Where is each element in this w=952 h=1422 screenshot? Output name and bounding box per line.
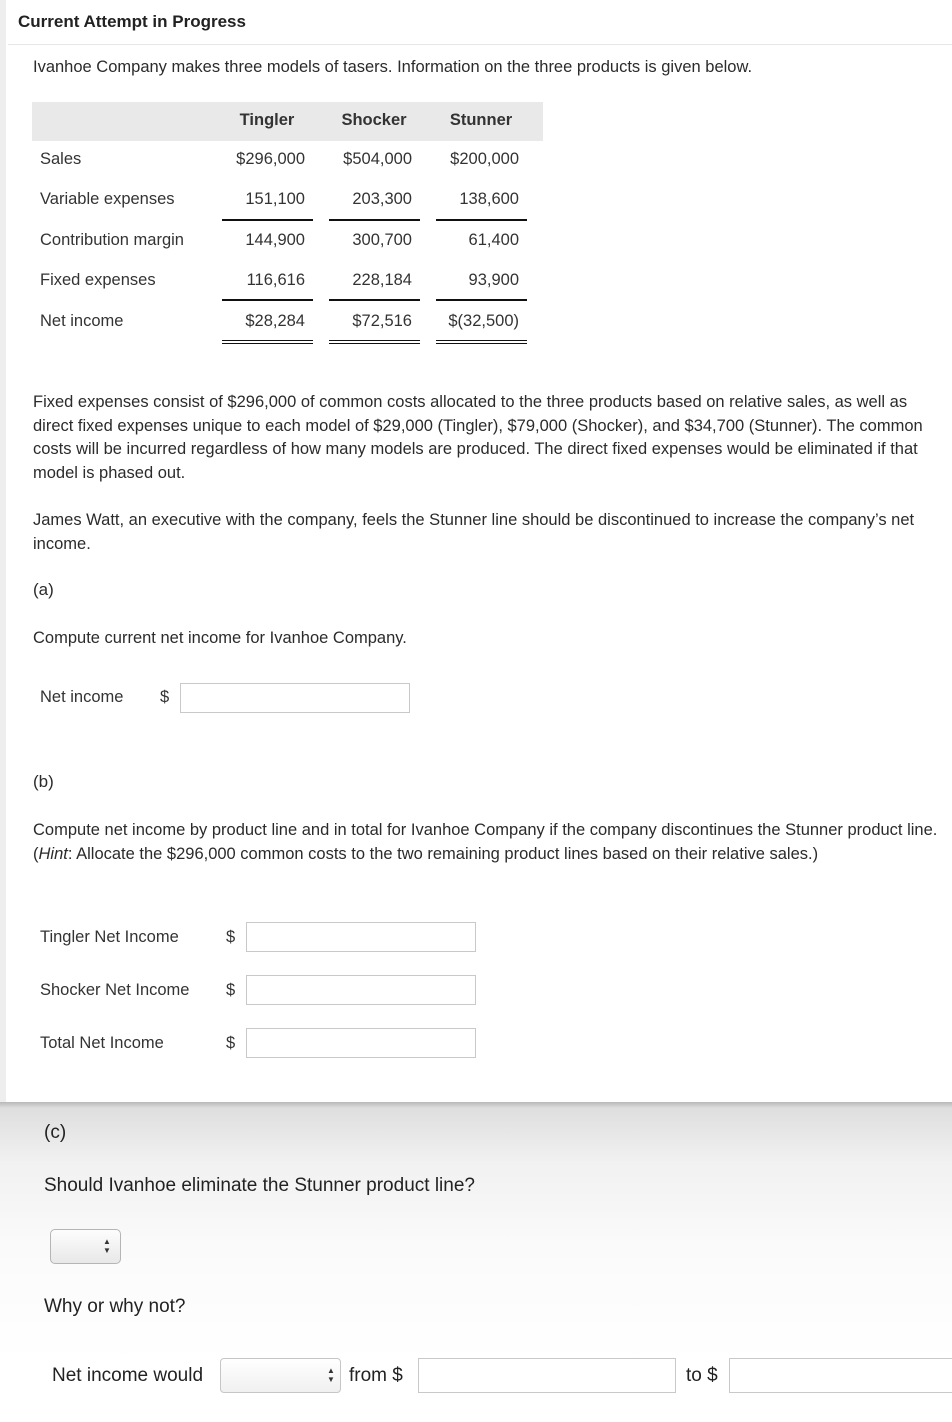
cell-sales-stunner: $200,000 [450,150,519,168]
row-label-sales: Sales [40,150,82,168]
subtotal-rule [329,299,420,301]
cell-fixed-tingler: 116,616 [246,271,305,289]
cell-sales-shocker: $504,000 [343,150,412,168]
cell-contribution-tingler: 144,900 [245,231,305,249]
part-c-label: (c) [44,1122,67,1143]
change-direction-select[interactable] [220,1358,341,1393]
cell-contribution-stunner: 61,400 [468,231,519,249]
part-c-question: Should Ivanhoe eliminate the Stunner product line? [44,1175,475,1196]
part-b-label: (b) [33,772,54,791]
fixed-expenses-paragraph: Fixed expenses consist of $296,000 of common costs allocated to the three products based on relative sales, as well as direct fixed expenses unique to each model of $29,000 (Tingler), $79,000 (Shocker), and $34,700 (Stunner). The common costs will be incurred regardless of how many models are produced. The direct fixed expenses would be eliminated if that model is phased out. [33,393,923,482]
currency-symbol: $ [226,1034,236,1052]
shocker-net-income-input[interactable] [246,975,476,1005]
subtotal-rule [222,219,313,221]
to-label: to $ [686,1365,718,1386]
subtotal-rule [329,219,420,221]
cell-variable-shocker: 203,300 [352,190,412,208]
col-header-shocker: Shocker [341,111,407,129]
cell-variable-stunner: 138,600 [459,190,519,208]
total-net-income-label: Total Net Income [40,1034,164,1052]
problem-intro: Ivanhoe Company makes three models of tasers. Information on the three products is given below. [33,58,753,76]
col-header-tingler: Tingler [239,111,295,129]
total-double-rule [329,340,420,344]
tingler-net-income-input[interactable] [246,922,476,952]
net-income-would-label: Net income would [52,1365,204,1386]
currency-symbol: $ [160,688,170,706]
subtotal-rule [222,299,313,301]
attempt-header: Current Attempt in Progress [18,12,246,31]
net-income-input[interactable] [180,683,410,713]
cell-variable-tingler: 151,100 [245,190,305,208]
cell-fixed-stunner: 93,900 [468,271,519,289]
watt-paragraph: James Watt, an executive with the company, feels the Stunner line should be discontinued to increase the company’s net income. [33,511,915,553]
from-amount-input[interactable] [418,1358,676,1393]
total-net-income-input[interactable] [246,1028,476,1058]
cell-net-tingler: $28,284 [245,312,305,330]
subtotal-rule [436,299,527,301]
left-border [0,0,6,1102]
total-double-rule [436,340,527,344]
currency-symbol: $ [226,981,236,999]
cell-fixed-shocker: 228,184 [352,271,412,289]
row-label-net-income: Net income [40,312,124,330]
subtotal-rule [436,219,527,221]
total-double-rule [222,340,313,344]
cell-contribution-shocker: 300,700 [352,231,412,249]
to-amount-input[interactable] [729,1358,952,1393]
cell-net-stunner: $(32,500) [448,312,519,330]
row-label-variable-expenses: Variable expenses [40,190,175,208]
net-income-label: Net income [40,688,124,706]
cell-net-shocker: $72,516 [352,312,412,330]
col-header-stunner: Stunner [449,111,513,129]
header-divider [8,44,952,45]
select-arrows-icon: ▲ ▼ [103,1237,111,1255]
part-b-question: Compute net income by product line and in total for Ivanhoe Company if the company discontinues the Stunner product line. (Hint: Allocate the $296,000 common costs to the two remaining product lines based on their relative sales.) [33,821,938,863]
part-a-question: Compute current net income for Ivanhoe Company. [33,629,407,647]
eliminate-decision-select[interactable] [50,1229,121,1264]
cell-sales-tingler: $296,000 [236,150,305,168]
why-label: Why or why not? [44,1296,186,1317]
tingler-net-income-label: Tingler Net Income [40,928,179,946]
shocker-net-income-label: Shocker Net Income [40,981,190,999]
select-arrows-icon: ▲ ▼ [327,1366,335,1384]
currency-symbol: $ [226,928,236,946]
from-label: from $ [349,1365,403,1386]
row-label-contribution-margin: Contribution margin [40,231,184,249]
part-a-label: (a) [33,580,54,599]
row-label-fixed-expenses: Fixed expenses [40,271,156,289]
